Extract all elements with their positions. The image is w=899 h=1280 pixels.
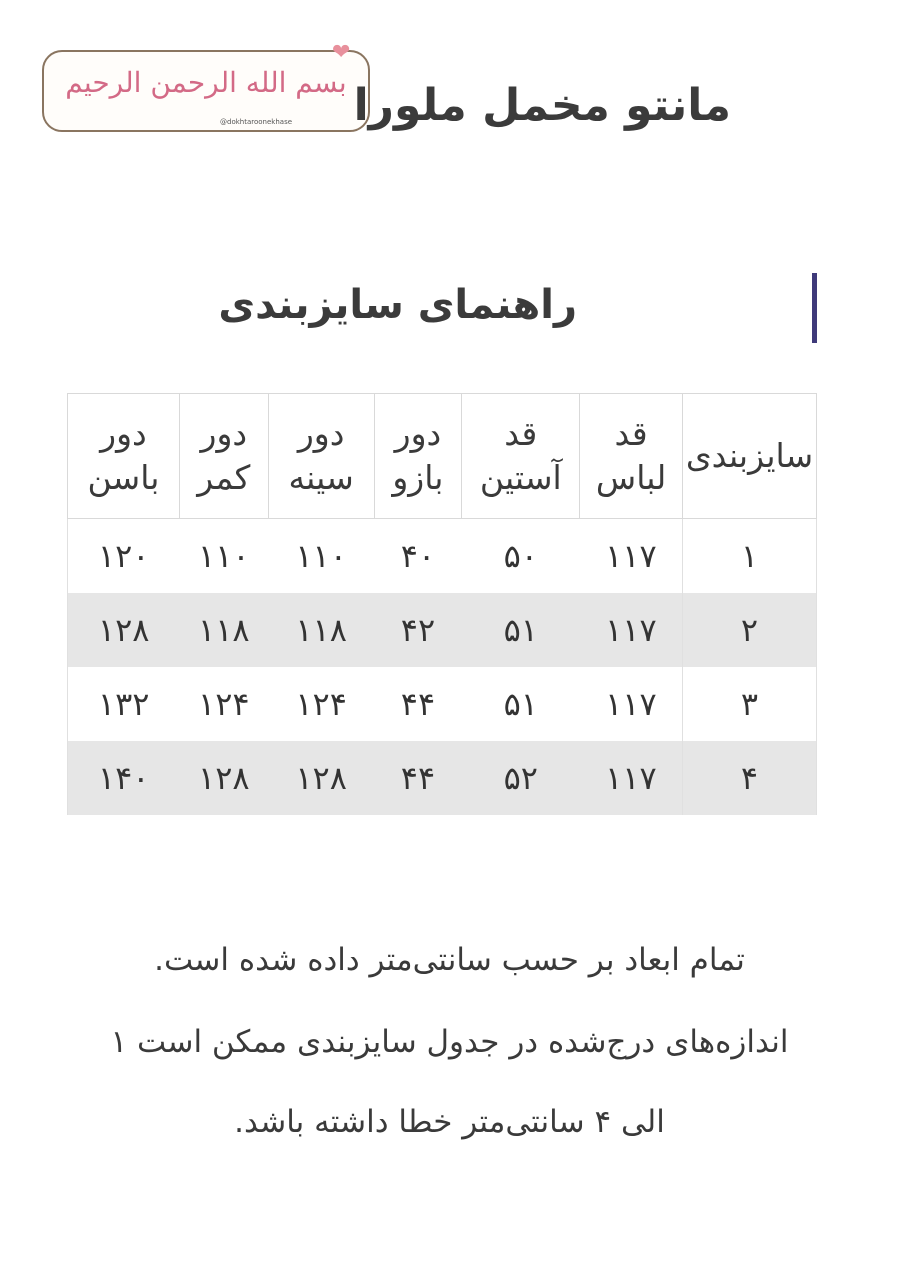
header-label: قد <box>614 414 648 453</box>
table-row <box>68 741 817 815</box>
header-waist <box>179 394 268 519</box>
table-cell: ۱۴۰ <box>68 741 180 815</box>
table-cell: ۱۱۸ <box>268 593 374 667</box>
header-chest <box>268 394 374 519</box>
table-cell: ۱۲۴ <box>268 667 374 741</box>
table-cell: ۳ <box>683 667 817 741</box>
header-dress-length <box>580 394 683 519</box>
table-cell: ۱۱۷ <box>580 667 683 741</box>
table-cell: ۴۲ <box>374 593 462 667</box>
table-header-row <box>68 394 817 519</box>
table-cell: ۱۲۸ <box>179 741 268 815</box>
size-guide-title: راهنمای سایزبندی <box>218 282 577 328</box>
header-sleeve-length <box>462 394 580 519</box>
sticker-text: بسم الله الرحمن الرحیم <box>65 66 347 99</box>
table-cell: ۱۲۴ <box>179 667 268 741</box>
note-line: الی ۴ سانتی‌متر خطا داشته باشد. <box>234 1104 665 1140</box>
table-cell: ۱۲۸ <box>68 593 180 667</box>
table-cell: ۵۰ <box>462 519 580 594</box>
sticker-handle: @dokhtaroonekhase <box>220 118 293 126</box>
table-cell: ۲ <box>683 593 817 667</box>
table-cell: ۵۱ <box>462 593 580 667</box>
header-label: باسن <box>87 458 160 497</box>
table-cell: ۴۴ <box>374 741 462 815</box>
table-cell: ۱۳۲ <box>68 667 180 741</box>
size-table <box>67 393 817 815</box>
section-accent-bar <box>812 273 817 343</box>
table-cell: ۱۲۰ <box>68 519 180 594</box>
header-label: لباس <box>595 458 667 497</box>
header-hip <box>68 394 180 519</box>
header-label: آستین <box>479 458 562 497</box>
header-label: دور <box>297 414 345 453</box>
header-label: سینه <box>288 458 354 497</box>
header-label: قد <box>504 414 538 453</box>
header-label: دور <box>100 414 147 453</box>
table-cell: ۱۱۷ <box>580 519 683 594</box>
table-cell: ۱ <box>683 519 817 594</box>
table-cell: ۱۱۰ <box>179 519 268 594</box>
table-cell: ۱۱۷ <box>580 593 683 667</box>
note-line: تمام ابعاد بر حسب سانتی‌متر داده شده است. <box>154 942 745 978</box>
note-line: اندازه‌های درج‌شده در جدول سایزبندی ممکن است ۱ <box>110 1024 789 1060</box>
header-label: کمر <box>197 458 251 497</box>
table-cell: ۴۰ <box>374 519 462 594</box>
table-cell: ۱۱۰ <box>268 519 374 594</box>
table-row <box>68 593 817 667</box>
table-row <box>68 519 817 594</box>
header-arm <box>374 394 462 519</box>
table-cell: ۵۲ <box>462 741 580 815</box>
table-cell: ۱۱۸ <box>179 593 268 667</box>
header-label: سایزبندی <box>685 436 814 475</box>
header-label: دور <box>200 414 248 453</box>
table-cell: ۱۱۷ <box>580 741 683 815</box>
table-cell: ۱۲۸ <box>268 741 374 815</box>
header-label: بازو <box>392 458 444 497</box>
product-title: مانتو مخمل ملورا <box>353 80 731 131</box>
heart-icon: ❤ <box>332 40 351 65</box>
header-label: دور <box>394 414 442 453</box>
table-cell: ۴ <box>683 741 817 815</box>
table-row <box>68 667 817 741</box>
header-size <box>683 394 817 519</box>
table-cell: ۴۴ <box>374 667 462 741</box>
bismillah-sticker <box>42 40 370 132</box>
table-cell: ۵۱ <box>462 667 580 741</box>
